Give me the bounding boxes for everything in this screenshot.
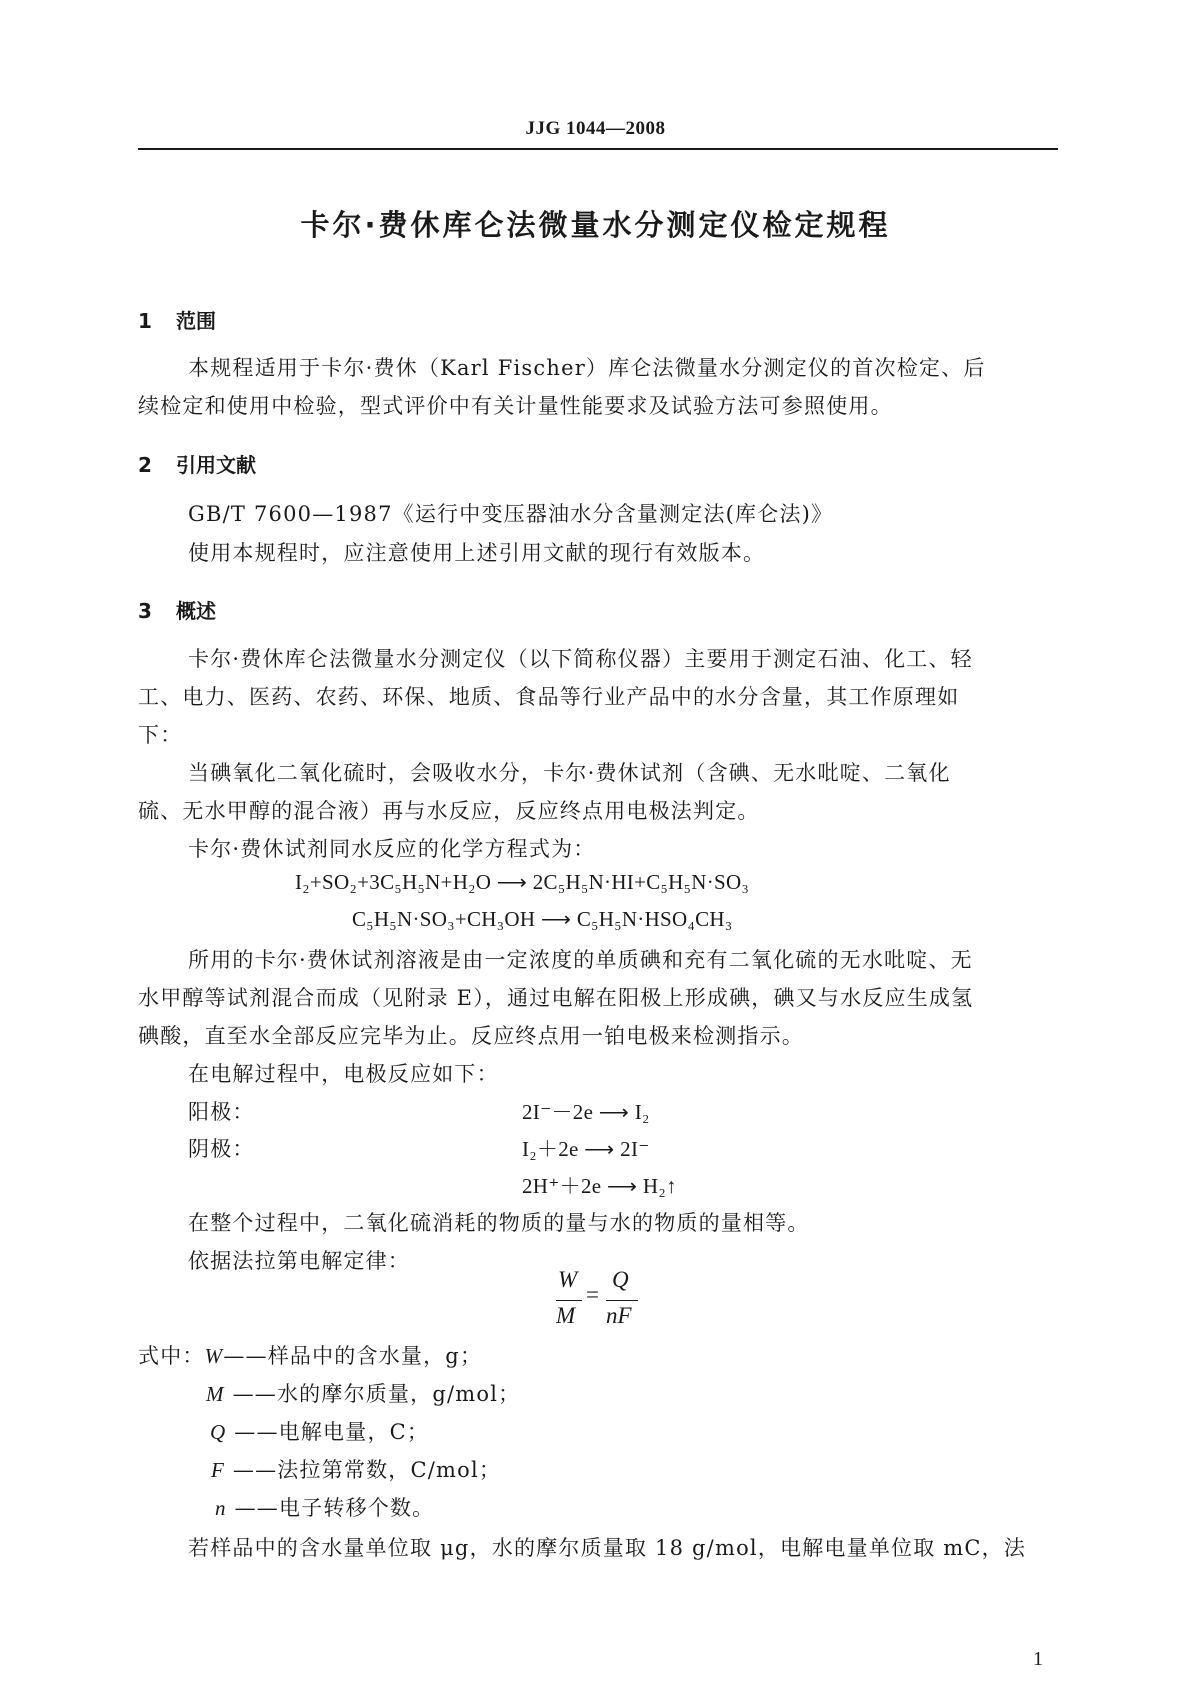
- fraction-bar: [606, 1300, 638, 1301]
- overview-p6: 在整个过程中，二氧化硫消耗的物质的量与水的物质的量相等。: [188, 1211, 810, 1235]
- anode-label: 阳极：: [188, 1100, 255, 1124]
- scope-line-1: 本规程适用于卡尔·费休（Karl Fischer）库仑法微量水分测定仪的首次检定、后: [188, 356, 986, 380]
- overview-p2-line-1: 当碘氧化二氧化硫时，会吸收水分，卡尔·费休试剂（含碘、无水吡啶、二氧化: [188, 761, 951, 785]
- formula-numerator-left: W: [558, 1267, 578, 1292]
- page-number: 1: [1033, 1648, 1043, 1670]
- reference-line-1: GB/T 7600—1987《运行中变压器油水分含量测定法(库仑法)》: [188, 502, 834, 526]
- symbol: M: [206, 1382, 225, 1406]
- symbol-definition: [206, 1378, 520, 1408]
- formula-denominator-right: nF: [606, 1303, 632, 1328]
- header-rule: [138, 148, 1058, 150]
- symbol-description: ——法拉第常数，C/mol；: [225, 1458, 502, 1482]
- symbol-definition: [215, 1492, 434, 1522]
- symbol: W: [204, 1344, 224, 1368]
- symbol-description: ——水的摩尔质量，g/mol；: [224, 1382, 521, 1406]
- running-header: JJG 1044—2008: [525, 118, 666, 139]
- symbol-description: ——样品中的含水量，g；: [223, 1344, 483, 1368]
- where-prefix: 式中：: [138, 1344, 205, 1368]
- scope-line-2: 续检定和使用中检验，型式评价中有关计量性能要求及试验方法可参照使用。: [138, 394, 893, 418]
- section-heading-3: [138, 595, 216, 624]
- section-title: 引用文献: [176, 453, 256, 477]
- reference-line-2: 使用本规程时，应注意使用上述引用文献的现行有效版本。: [188, 541, 766, 565]
- symbol-definition: [210, 1416, 429, 1446]
- cathode-label: 阴极：: [188, 1137, 255, 1161]
- formula-denominator-left: M: [556, 1303, 576, 1328]
- overview-p1-line-2: 工、电力、医药、农药、环保、地质、食品等行业产品中的水分含量，其工作原理如: [138, 685, 960, 709]
- overview-p3: 卡尔·费休试剂同水反应的化学方程式为：: [188, 837, 596, 861]
- section-heading-1: [138, 305, 216, 334]
- overview-p4-line-2: 水甲醇等试剂混合而成（见附录 E），通过电解在阳极上形成碘，碘又与水反应生成氢: [138, 986, 974, 1010]
- section-heading-2: [138, 449, 256, 478]
- overview-last-line: 若样品中的含水量单位取 μg，水的摩尔质量取 18 g/mol，电解电量单位取 mC，法: [188, 1536, 1027, 1560]
- overview-p2-line-2: 硫、无水甲醇的混合液）再与水反应，反应终点用电极法判定。: [138, 799, 760, 823]
- formula-numerator-right: Q: [612, 1267, 629, 1292]
- symbol-definition: [211, 1454, 501, 1484]
- cathode-equation-2: 2H⁺＋2e ⟶ H₂↑: [522, 1174, 677, 1198]
- overview-p5: 在电解过程中，电极反应如下：: [188, 1062, 499, 1086]
- section-title: 范围: [176, 309, 216, 333]
- fraction-bar: [556, 1300, 582, 1301]
- formula-equals: =: [586, 1282, 599, 1307]
- section-number: 2: [138, 453, 152, 477]
- anode-equation: 2I⁻－2e ⟶ I₂: [522, 1100, 650, 1124]
- symbol-description: ——电解电量，C；: [226, 1420, 430, 1444]
- overview-p1-line-1: 卡尔·费休库仑法微量水分测定仪（以下简称仪器）主要用于测定石油、化工、轻: [188, 647, 973, 671]
- cathode-equation-1: I₂＋2e ⟶ 2I⁻: [522, 1137, 650, 1161]
- equation-1: I₂+SO₂+3C₅H₅N+H₂O ⟶ 2C₅H₅N·HI+C₅H₅N·SO₃: [295, 870, 750, 894]
- section-title: 概述: [176, 599, 216, 623]
- page-title: 卡尔·费休库仑法微量水分测定仪检定规程: [300, 208, 891, 242]
- section-number: 1: [138, 309, 152, 333]
- symbol: n: [215, 1496, 227, 1520]
- symbol-description: ——电子转移个数。: [226, 1496, 435, 1520]
- overview-p4-line-1: 所用的卡尔·费休试剂溶液是由一定浓度的单质碘和充有二氧化硫的无水吡啶、无: [188, 948, 973, 972]
- overview-p1-line-3: 下：: [138, 723, 183, 747]
- equation-2: C₅H₅N·SO₃+CH₃OH ⟶ C₅H₅N·HSO₄CH₃: [352, 907, 733, 931]
- symbol: Q: [210, 1420, 227, 1444]
- symbol-definition: [138, 1340, 482, 1370]
- symbol: F: [211, 1458, 226, 1482]
- section-number: 3: [138, 599, 152, 623]
- overview-p7: 依据法拉第电解定律：: [188, 1249, 410, 1273]
- overview-p4-line-3: 碘酸，直至水全部反应完毕为止。反应终点用一铂电极来检测指示。: [138, 1024, 804, 1048]
